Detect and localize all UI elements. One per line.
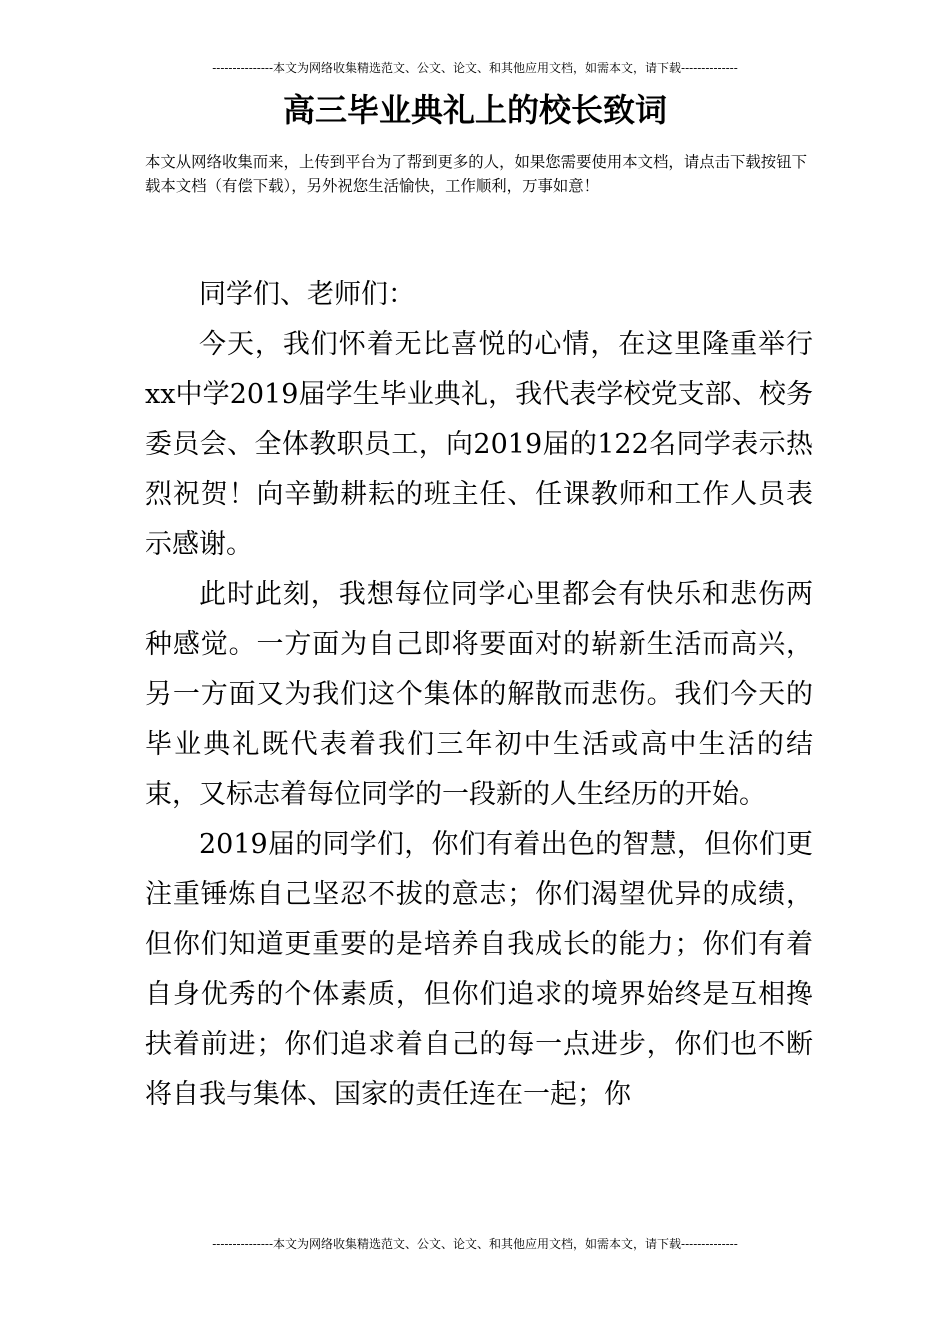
document-body [145,270,813,1120]
header-banner: ---------------本文为网络收集精选范文、公文、论文、和其他应用文档，如需本文，请下载-------------- [212,61,738,75]
paragraph: 2019届的同学们，你们有着出色的智慧，但你们更注重锤炼自己坚忍不拔的意志；你们渴望优异的成绩，但你们知道更重要的是培养自我成长的能力；你们有着自身优秀的个体素质，但你们追求的境界始终是互相搀扶着前进；你们追求着自己的每一点进步，你们也不断将自我与集体、国家的责任连在一起；你 [145,829,813,1110]
paragraph: 今天，我们怀着无比喜悦的心情，在这里隆重举行xx中学2019届学生毕业典礼，我代表学校党支部、校务委员会、全体教职员工，向2019届的122名同学表示热烈祝贺！向辛勤耕耘的班主任、任课教师和工作人员表示感谢。 [145,329,813,560]
document-title: 高三毕业典礼上的校长致词 [282,91,667,129]
intro-notice: 本文从网络收集而来，上传到平台为了帮到更多的人，如果您需要使用本文档，请点击下载按钮下载本文档（有偿下载），另外祝您生活愉快，工作顺利，万事如意！ [145,153,807,195]
paragraph: 此时此刻，我想每位同学心里都会有快乐和悲伤两种感觉。一方面为自己即将要面对的崭新生活而高兴，另一方面又为我们这个集体的解散而悲伤。我们今天的毕业典礼既代表着我们三年初中生活或高中生活的结束，又标志着每位同学的一段新的人生经历的开始。 [145,579,813,810]
footer-banner: ---------------本文为网络收集精选范文、公文、论文、和其他应用文档，如需本文，请下载-------------- [212,1237,738,1251]
salutation: 同学们、老师们： [199,279,415,310]
